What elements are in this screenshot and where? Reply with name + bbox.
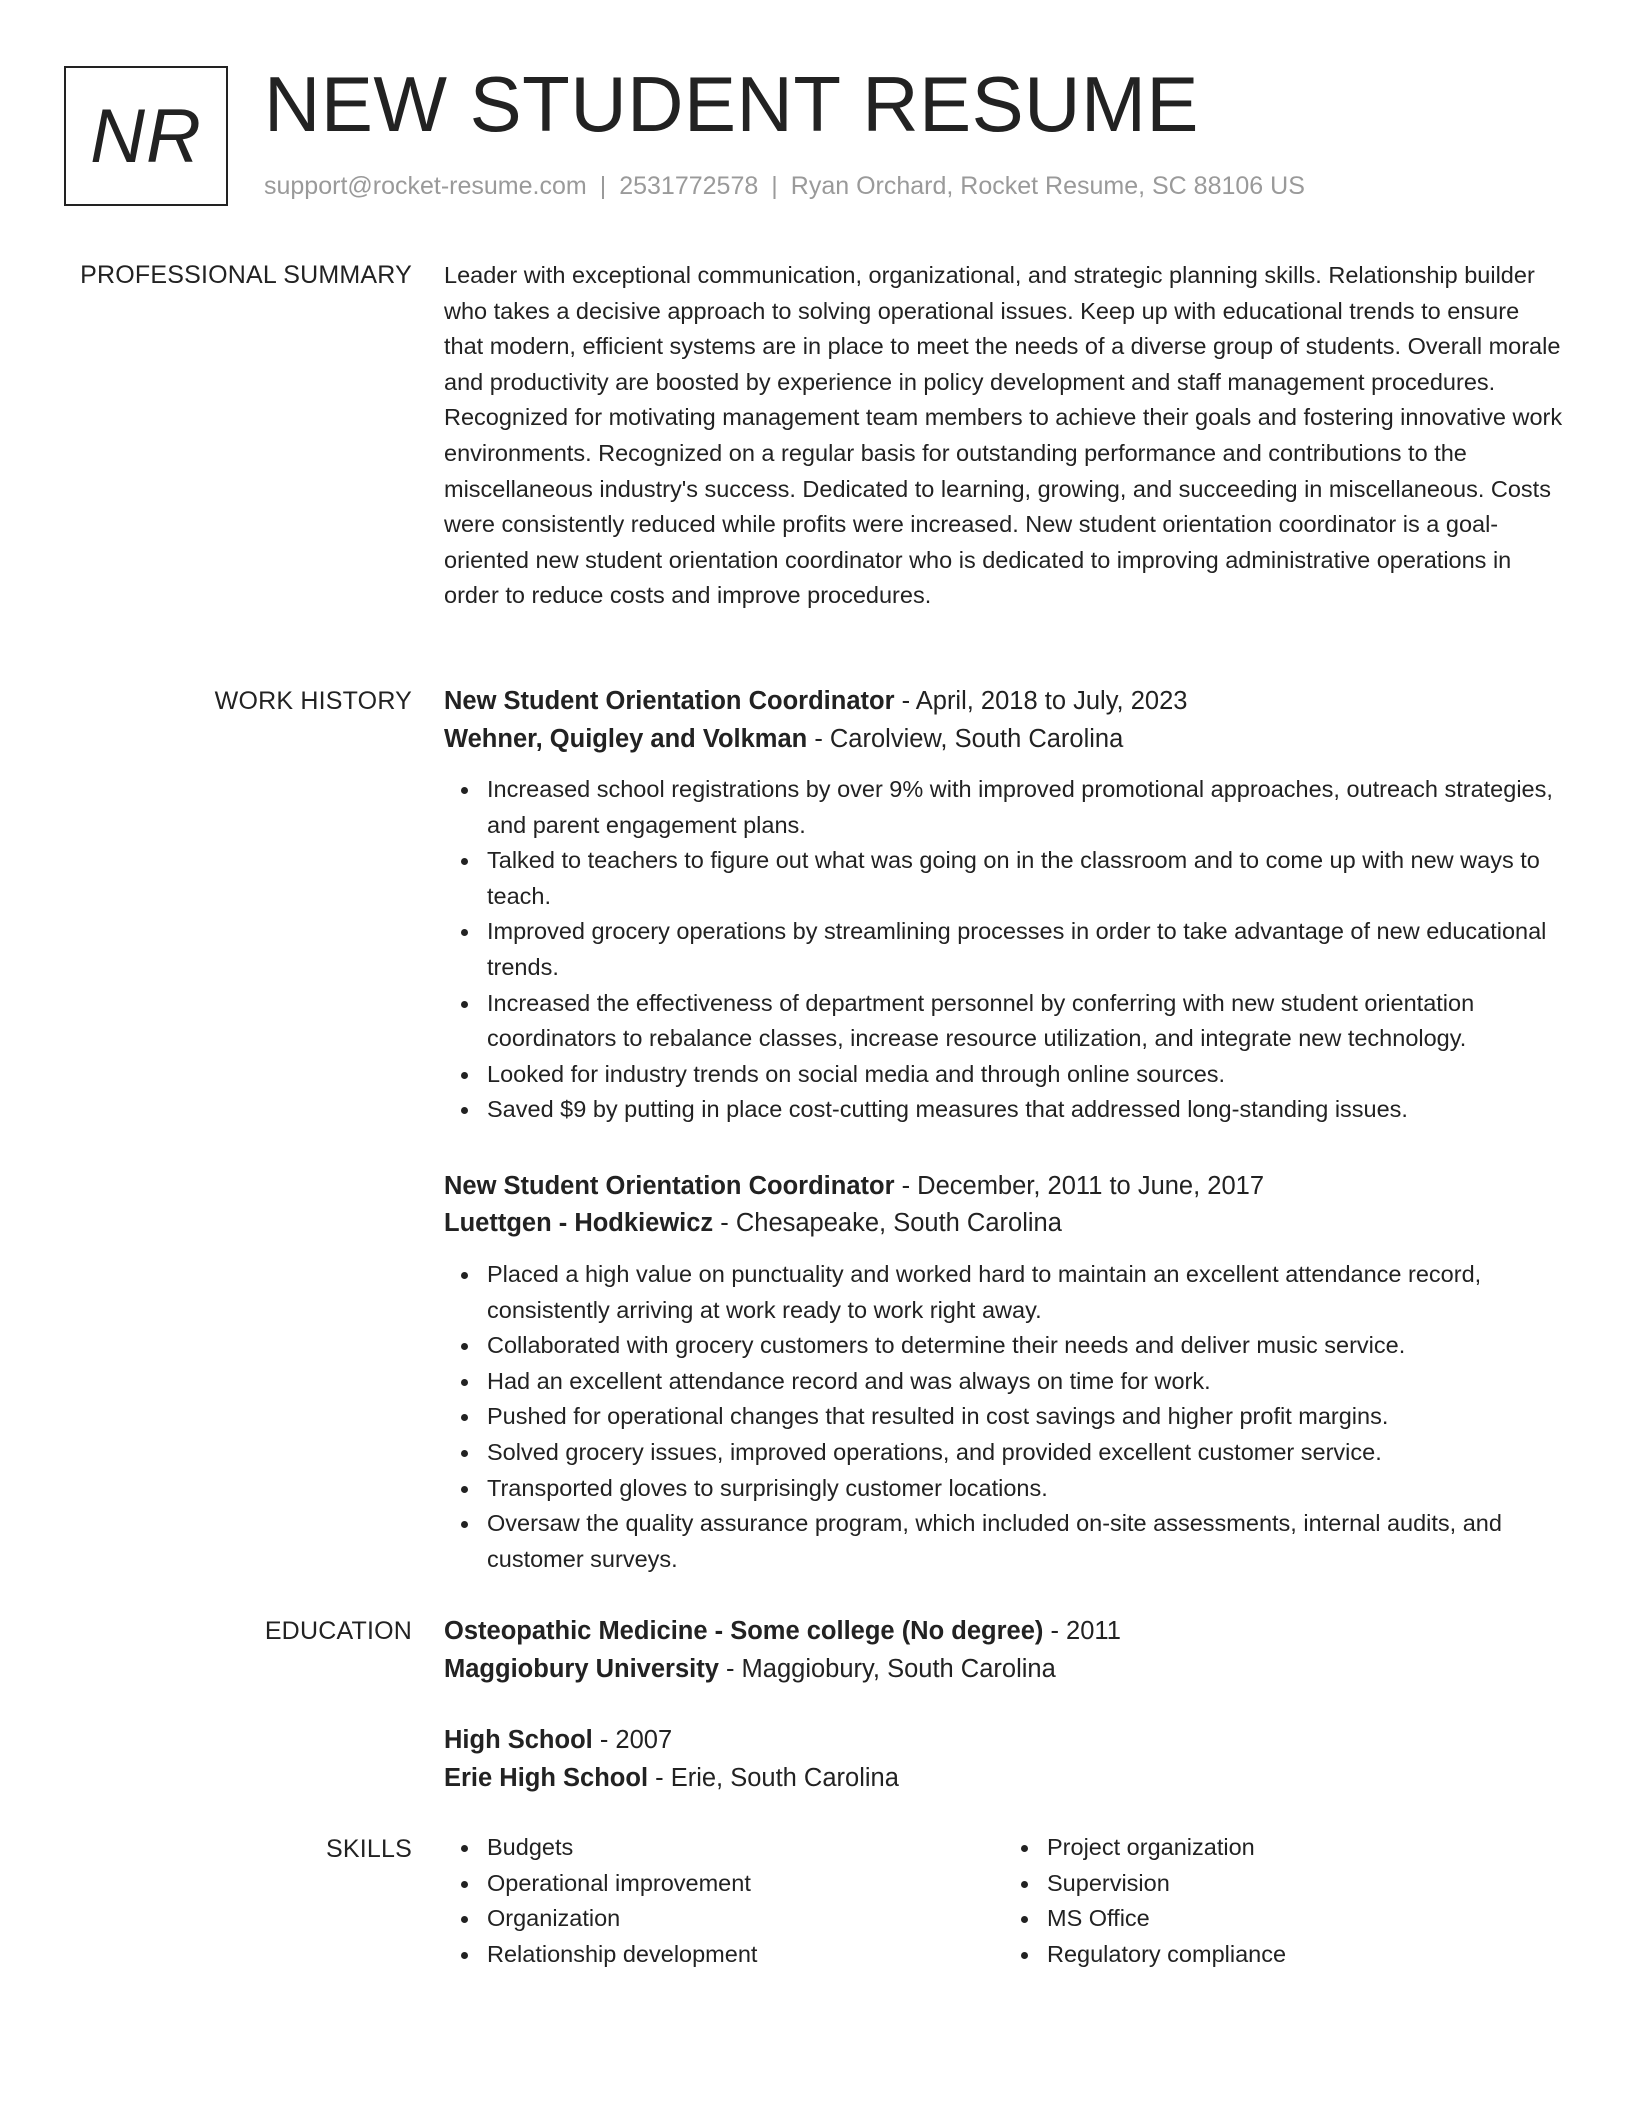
job-entry: [444, 683, 1564, 1128]
job-title: New Student Orientation Coordinator: [444, 687, 895, 715]
education-degree-line: [444, 1613, 1564, 1651]
list-item: Had an excellent attendance record and was always on time for work.: [487, 1364, 1564, 1400]
summary-body: [444, 258, 1564, 614]
job-dates: - April, 2018 to July, 2023: [894, 687, 1188, 715]
education-degree-line: [444, 1722, 1564, 1760]
contact-phone: 2531772578: [619, 172, 759, 200]
job-bullet-list: [444, 772, 1564, 1128]
list-item: Collaborated with grocery customers to determine their needs and deliver music service.: [487, 1328, 1564, 1364]
list-item: Talked to teachers to figure out what was going on in the classroom and to come up with new ways to teach.: [487, 843, 1564, 914]
list-item: Transported gloves to surprisingly customer locations.: [487, 1471, 1564, 1507]
section-label-skills: SKILLS: [326, 1835, 412, 1863]
list-item: Placed a high value on punctuality and worked hard to maintain an excellent attendance record, consistently arriving at work ready to work right away.: [487, 1257, 1564, 1328]
education-year: - 2011: [1043, 1617, 1121, 1645]
education-degree: Osteopathic Medicine - Some college (No degree): [444, 1617, 1044, 1645]
education-school-line: [444, 1760, 1564, 1798]
job-company-line: [444, 721, 1564, 759]
list-item: MS Office: [1047, 1901, 1564, 1937]
list-item: Increased school registrations by over 9% with improved promotional approaches, outreach strategies, and parent engagement plans.: [487, 772, 1564, 843]
list-item: Relationship development: [487, 1937, 1004, 1973]
education-location: - Erie, South Carolina: [648, 1763, 899, 1792]
job-title-line: [444, 1168, 1564, 1206]
education-body: [444, 1613, 1564, 1831]
education-degree: High School: [444, 1726, 593, 1754]
list-item: Improved grocery operations by streamlining processes in order to take advantage of new educational trends.: [487, 914, 1564, 985]
list-item: Increased the effectiveness of department personnel by conferring with new student orientation coordinators to rebalance classes, increase resource utilization, and integrate new technology.: [487, 986, 1564, 1057]
list-item: Oversaw the quality assurance program, which included on-site assessments, internal audits, and customer surveys.: [487, 1506, 1564, 1577]
skills-columns: [444, 1830, 1564, 1972]
resume-header: [64, 60, 1584, 216]
job-dates: - December, 2011 to June, 2017: [894, 1171, 1265, 1200]
skills-list-right: [1004, 1830, 1564, 1972]
list-item: Solved grocery issues, improved operations, and provided excellent customer service.: [487, 1435, 1564, 1471]
list-item: Looked for industry trends on social media and through online sources.: [487, 1057, 1564, 1093]
list-item: Operational improvement: [487, 1866, 1004, 1902]
education-school: Erie High School: [444, 1763, 649, 1792]
section-label-work-history: WORK HISTORY: [214, 687, 412, 715]
job-title-line: [444, 683, 1564, 721]
list-item: Supervision: [1047, 1866, 1564, 1902]
job-location: - Carolview, South Carolina: [807, 724, 1124, 753]
skills-list-left: [444, 1830, 1004, 1972]
education-entry: [444, 1722, 1564, 1797]
section-label-summary: PROFESSIONAL SUMMARY: [80, 261, 412, 289]
summary-text: Leader with exceptional communication, organizational, and strategic planning skills. Relationship builder who takes a decisive approach to solving operational issues. Keep up with educational trends to ensure that modern, efficient systems are in place to meet the needs of a diverse group of students. Overall morale and productivity are boosted by experience in policy development and staff management procedures. Recognized for motivating management team members to achieve their goals and fostering innovative work environments. Recognized on a regular basis for outstanding performance and contributions to the miscellaneous industry's success. Dedicated to learning, growing, and succeeding in miscellaneous. Costs were consistently reduced while profits were increased. New student orientation coordinator is a goal-oriented new student orientation coordinator who is dedicated to improving administrative operations in order to reduce costs and improve procedures.: [444, 262, 1563, 609]
list-item: Regulatory compliance: [1047, 1937, 1564, 1973]
education-school-line: [444, 1651, 1564, 1689]
contact-separator: |: [771, 172, 778, 200]
job-bullet-list: [444, 1257, 1564, 1577]
work-history-body: [444, 683, 1564, 1617]
contact-line: [264, 172, 1305, 201]
job-company: Luettgen - Hodkiewicz: [444, 1209, 714, 1238]
contact-address: Ryan Orchard, Rocket Resume, SC 88106 US: [790, 172, 1305, 200]
contact-email: support@rocket-resume.com: [264, 172, 587, 200]
list-item: Saved $9 by putting in place cost-cutting measures that addressed long-standing issues.: [487, 1092, 1564, 1128]
resume-title: NEW STUDENT RESUME: [264, 60, 1199, 148]
list-item: Pushed for operational changes that resulted in cost savings and higher profit margins.: [487, 1399, 1564, 1435]
job-title: New Student Orientation Coordinator: [444, 1171, 895, 1200]
list-item: Budgets: [487, 1830, 1004, 1866]
skills-body: [444, 1830, 1564, 1972]
job-company-line: [444, 1205, 1564, 1243]
education-location: - Maggiobury, South Carolina: [718, 1654, 1056, 1683]
list-item: Project organization: [1047, 1830, 1564, 1866]
education-entry: [444, 1613, 1564, 1688]
job-entry: [444, 1168, 1564, 1577]
education-year: - 2007: [592, 1726, 673, 1754]
monogram-logo: NR: [64, 66, 228, 206]
list-item: Organization: [487, 1901, 1004, 1937]
job-company: Wehner, Quigley and Volkman: [444, 724, 808, 753]
contact-separator: |: [599, 172, 607, 200]
section-label-education: EDUCATION: [264, 1617, 412, 1645]
job-location: - Chesapeake, South Carolina: [713, 1209, 1062, 1238]
education-school: Maggiobury University: [444, 1654, 719, 1683]
